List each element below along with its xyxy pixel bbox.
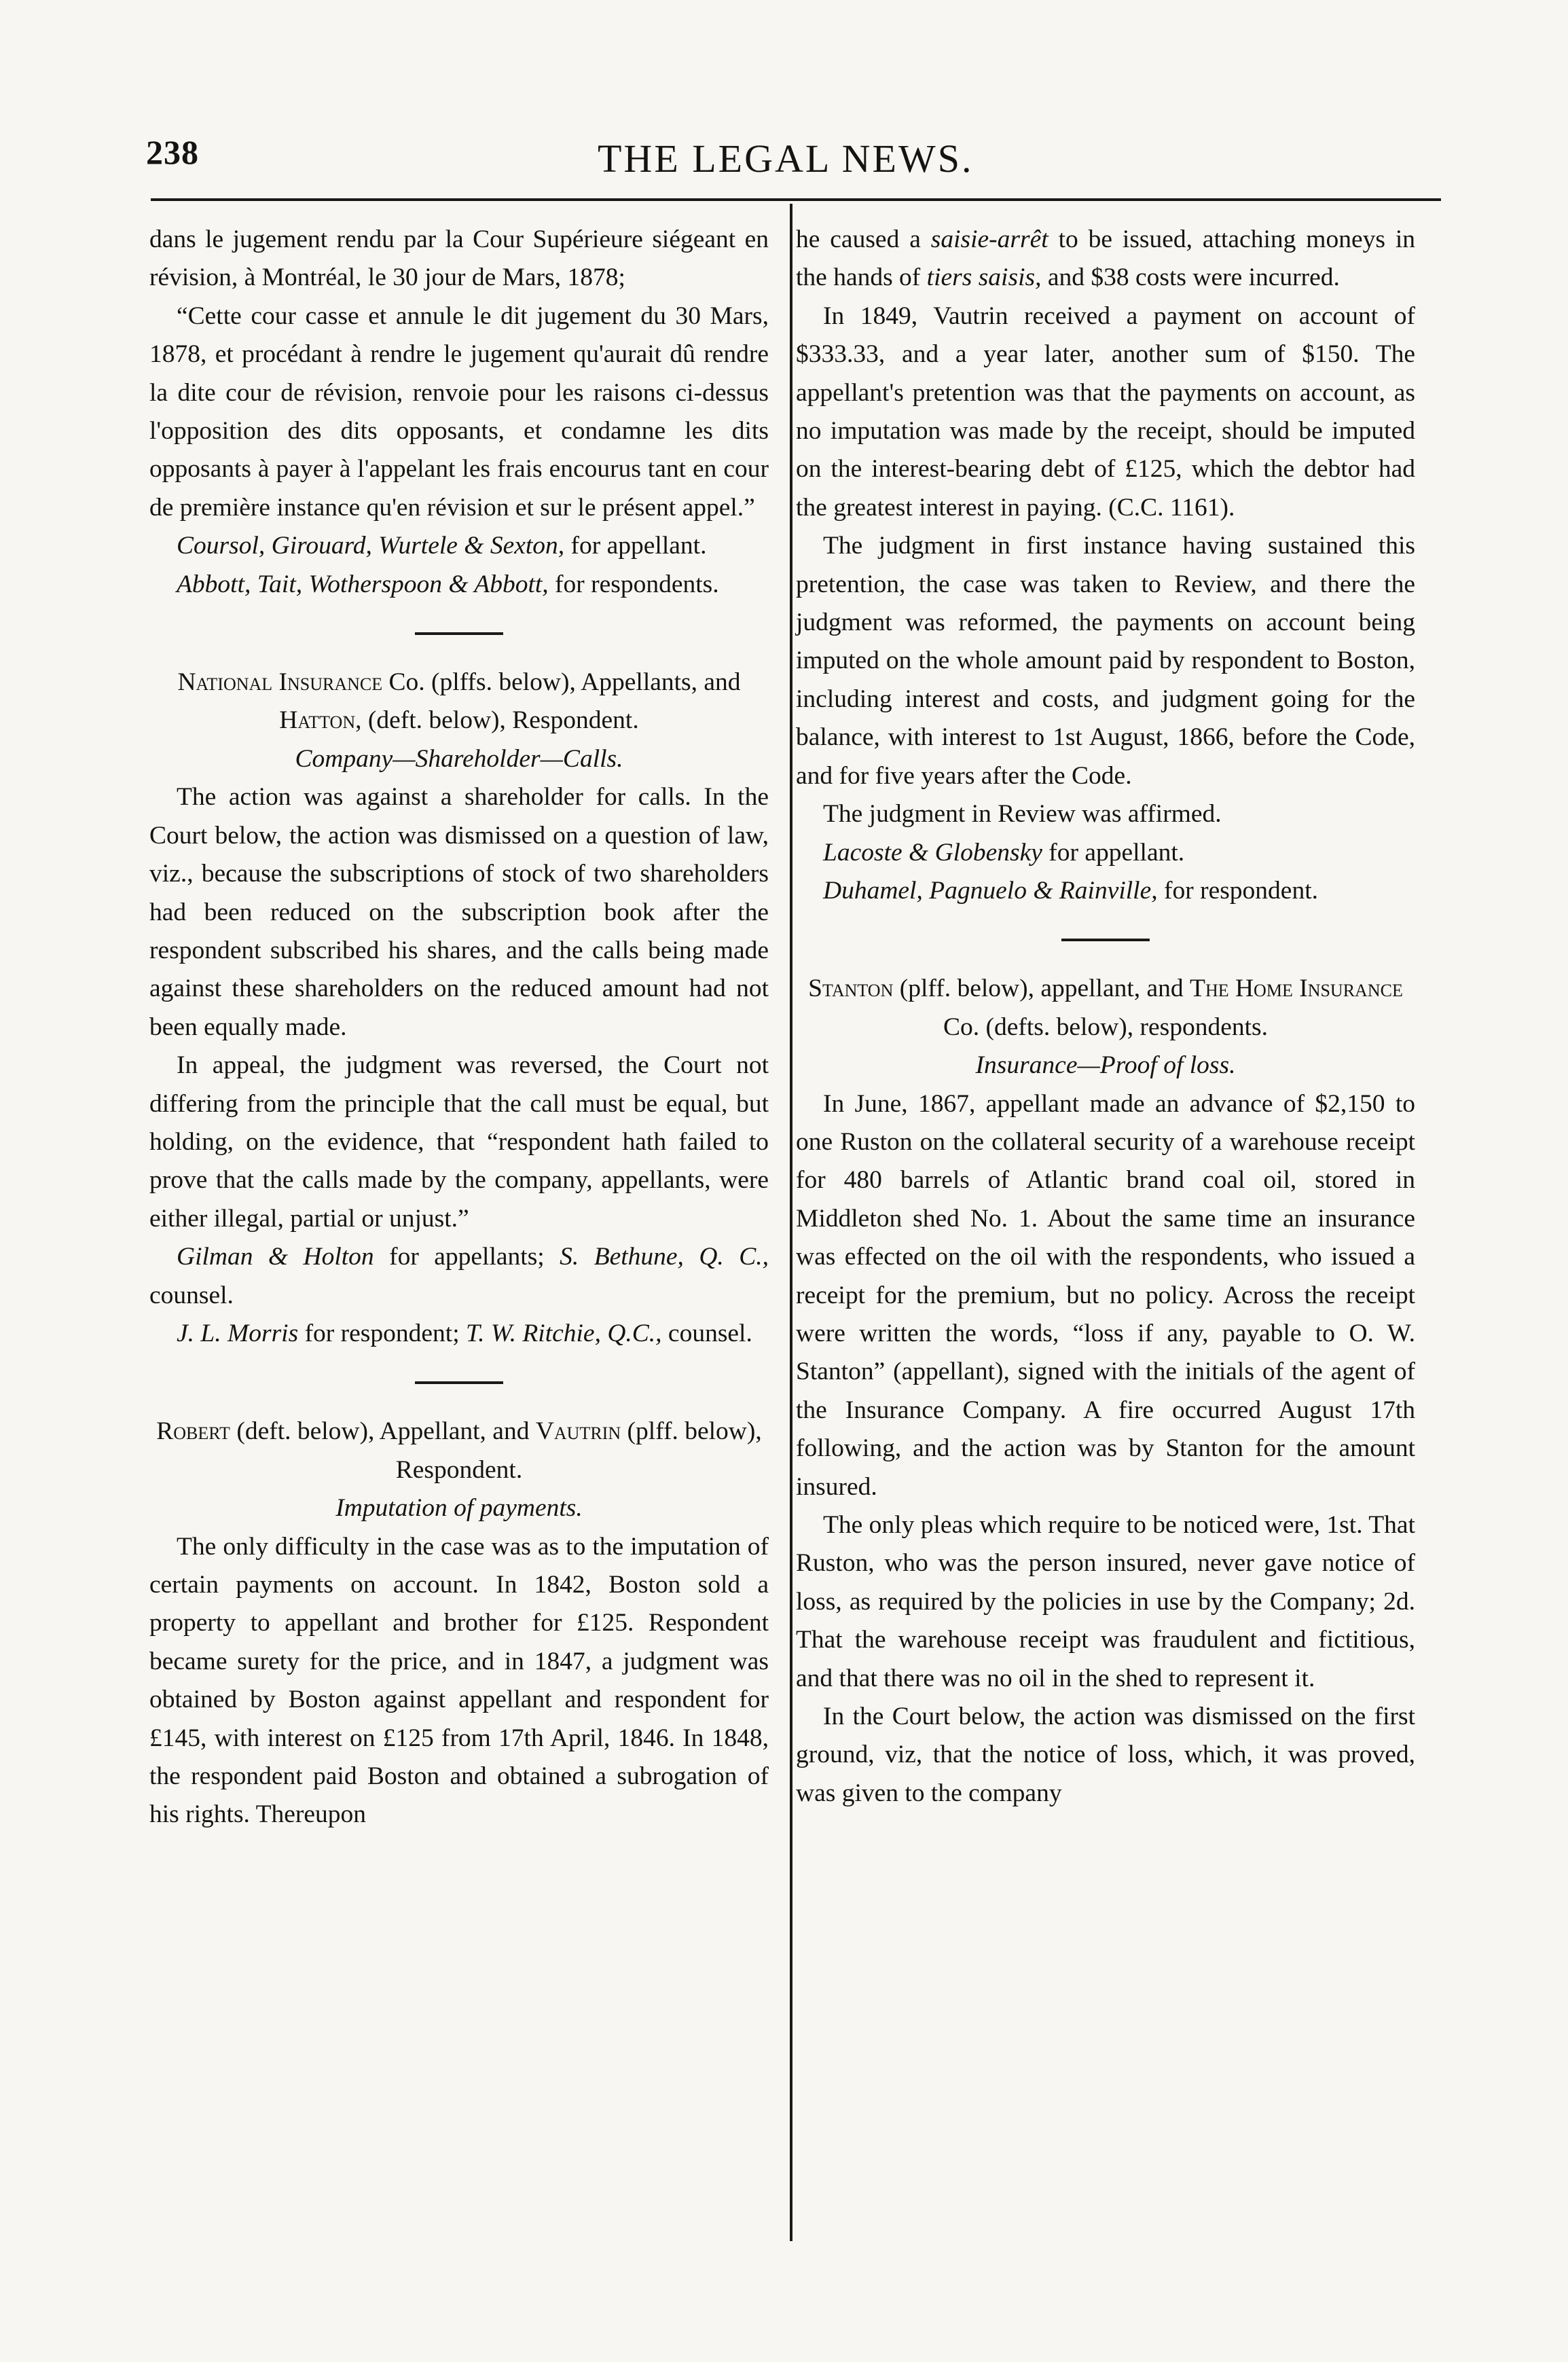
header-rule <box>151 198 1441 201</box>
case-subject: Imputation of payments. <box>335 1494 583 1523</box>
section-separator <box>415 632 503 635</box>
left-column <box>149 221 769 1834</box>
party-detail: (plff. below), appellant, and <box>893 975 1190 1003</box>
counsel-role: for appellants; <box>373 1243 560 1271</box>
running-title: THE LEGAL NEWS. <box>598 137 974 181</box>
section-separator <box>415 1381 503 1384</box>
counsel-names: Coursol, Girouard, Wurtele & Sexton, <box>177 532 565 560</box>
paragraph <box>796 221 1415 297</box>
counsel-line <box>796 872 1415 910</box>
counsel-role: for appellant. <box>564 532 707 560</box>
right-column <box>796 221 1415 1813</box>
counsel-line <box>796 834 1415 872</box>
paragraph: The judgment in Review was affirmed. <box>823 800 1222 829</box>
column-divider <box>790 204 792 2241</box>
party-name: The Home Insurance <box>1190 975 1403 1003</box>
section-separator <box>1061 939 1150 941</box>
text-run: saisie-arrêt <box>930 225 1049 253</box>
party-name: National Insurance <box>177 668 383 697</box>
party-detail: (plff. below), Respondent. <box>395 1417 762 1484</box>
paragraph: The action was against a shareholder for calls. In the Court below, the action was dismissed on a question of law, viz., because the subscriptions of stock of two shareholders had been reduced on the subscription book after the respondent subscribed his shares, and the calls being made against these shareholders on the reduced amount had not been equally made. <box>149 783 769 1041</box>
counsel-names: Lacoste & Globensky <box>823 838 1042 867</box>
party-detail: , (deft. below), Respondent. <box>355 706 639 735</box>
text-run: he caused a <box>796 225 931 253</box>
counsel-role: counsel. <box>661 1319 752 1347</box>
case-subject: Company—Shareholder—Calls. <box>295 744 623 773</box>
counsel-role: for respondent; <box>298 1319 466 1347</box>
party-detail: Co. (plffs. below), Appellants, and <box>382 668 741 697</box>
page-number: 238 <box>146 133 199 171</box>
case-title <box>149 1413 769 1489</box>
case-subject: Insurance—Proof of loss. <box>975 1051 1236 1080</box>
paragraph: The judgment in first instance having sustained this pretention, the case was taken to Review, and there the judgment was reformed, the payments on account being imputed on the whole amount paid by respondent to Boston, including interest and costs, and judgment going for the balance, with interest to 1st August, 1866, before the Code, and for five years after the Code. <box>796 532 1415 790</box>
text-run: to be issued, attaching moneys in the hands of <box>796 225 1415 292</box>
counsel-names: J. L. Morris <box>177 1319 299 1347</box>
counsel-names: S. Bethune, Q. C., <box>560 1243 769 1271</box>
counsel-line <box>149 1315 769 1353</box>
paragraph: In the Court below, the action was dismissed on the first ground, viz, that the notice of loss, which, it was proved, was given to the company <box>796 1703 1415 1807</box>
party-name: Stanton <box>808 975 894 1003</box>
paragraph: “Cette cour casse et annule le dit jugement du 30 Mars, 1878, et procédant à rendre le jugement qu'aurait dû rendre la dite cour de révision, renvoie pour les raisons ci-dessus l'opposition des dits opposants, et condamne les dits opposants à payer à l'appelant les frais encourus tant en cour de première instance qu'en révision et sur le présent appel.” <box>149 302 769 522</box>
counsel-line <box>149 566 769 604</box>
counsel-line <box>149 1238 769 1315</box>
counsel-names: Gilman & Holton <box>177 1243 374 1271</box>
text-run: and $38 costs were incurred. <box>1041 264 1340 292</box>
party-name: Hatton <box>279 706 356 735</box>
counsel-role: for respondent. <box>1157 876 1318 905</box>
case-title <box>149 664 769 740</box>
party-detail: Co. (defts. below), respondents. <box>943 1013 1269 1041</box>
paragraph: In appeal, the judgment was reversed, the Court not differing from the principle that the call must be equal, but holding, on the evidence, that “respondent hath failed to prove that the calls made by the company, appellants, were either illegal, partial or unjust.” <box>149 1051 769 1233</box>
counsel-names: Duhamel, Pagnuelo & Rainville, <box>823 876 1158 905</box>
paragraph: The only difficulty in the case was as to the imputation of certain payments on account. In 1842, Boston sold a property to appellant and brother for £125. Respondent became surety for the price, and in 1847, a judgment was obtained by Boston against appellant and respondent for £145, with interest on £125 from 17th April, 1846. In 1848, the respondent paid Boston and obtained a subrogation of his rights. Thereupon <box>149 1532 769 1829</box>
party-name: Vautrin <box>535 1417 621 1446</box>
paragraph: In 1849, Vautrin received a payment on account of $333.33, and a year later, another sum of $150. The appellant's pretention was that the payments on account, as no imputation was made by the receipt, should be imputed on the interest-bearing debt of £125, which the debtor had the greatest interest in paying. (C.C. 1161). <box>796 302 1415 522</box>
party-detail: (deft. below), Appellant, and <box>230 1417 536 1446</box>
counsel-role: counsel. <box>149 1281 234 1309</box>
text-run: tiers saisis, <box>926 264 1042 292</box>
case-title <box>796 970 1415 1047</box>
counsel-line <box>149 527 769 565</box>
counsel-names: Abbott, Tait, Wotherspoon & Abbott, <box>177 570 549 598</box>
party-name: Robert <box>156 1417 230 1446</box>
counsel-role: for respondents. <box>548 570 719 598</box>
counsel-names: T. W. Ritchie, Q.C., <box>466 1319 662 1347</box>
paragraph: dans le jugement rendu par la Cour Supérieure siégeant en révision, à Montréal, le 30 jour de Mars, 1878; <box>149 225 769 292</box>
paragraph: In June, 1867, appellant made an advance of $2,150 to one Ruston on the collateral security of a warehouse receipt for 480 barrels of Atlantic brand coal oil, stored in Middleton shed No. 1. About the same time an insurance was effected on the oil with the respondents, who issued a receipt for the premium, but no policy. Across the receipt were written the words, “loss if any, payable to O. W. Stanton” (appellant), signed with the initials of the agent of the Insurance Company. A fire occurred August 17th following, and the action was by Stanton for the amount insured. <box>796 1089 1415 1501</box>
counsel-role: for appellant. <box>1042 838 1185 867</box>
paragraph: The only pleas which require to be noticed were, 1st. That Ruston, who was the person insured, never gave notice of loss, as required by the policies in use by the Company; 2d. That the warehouse receipt was fraudulent and fictitious, and that there was no oil in the shed to represent it. <box>796 1511 1415 1692</box>
